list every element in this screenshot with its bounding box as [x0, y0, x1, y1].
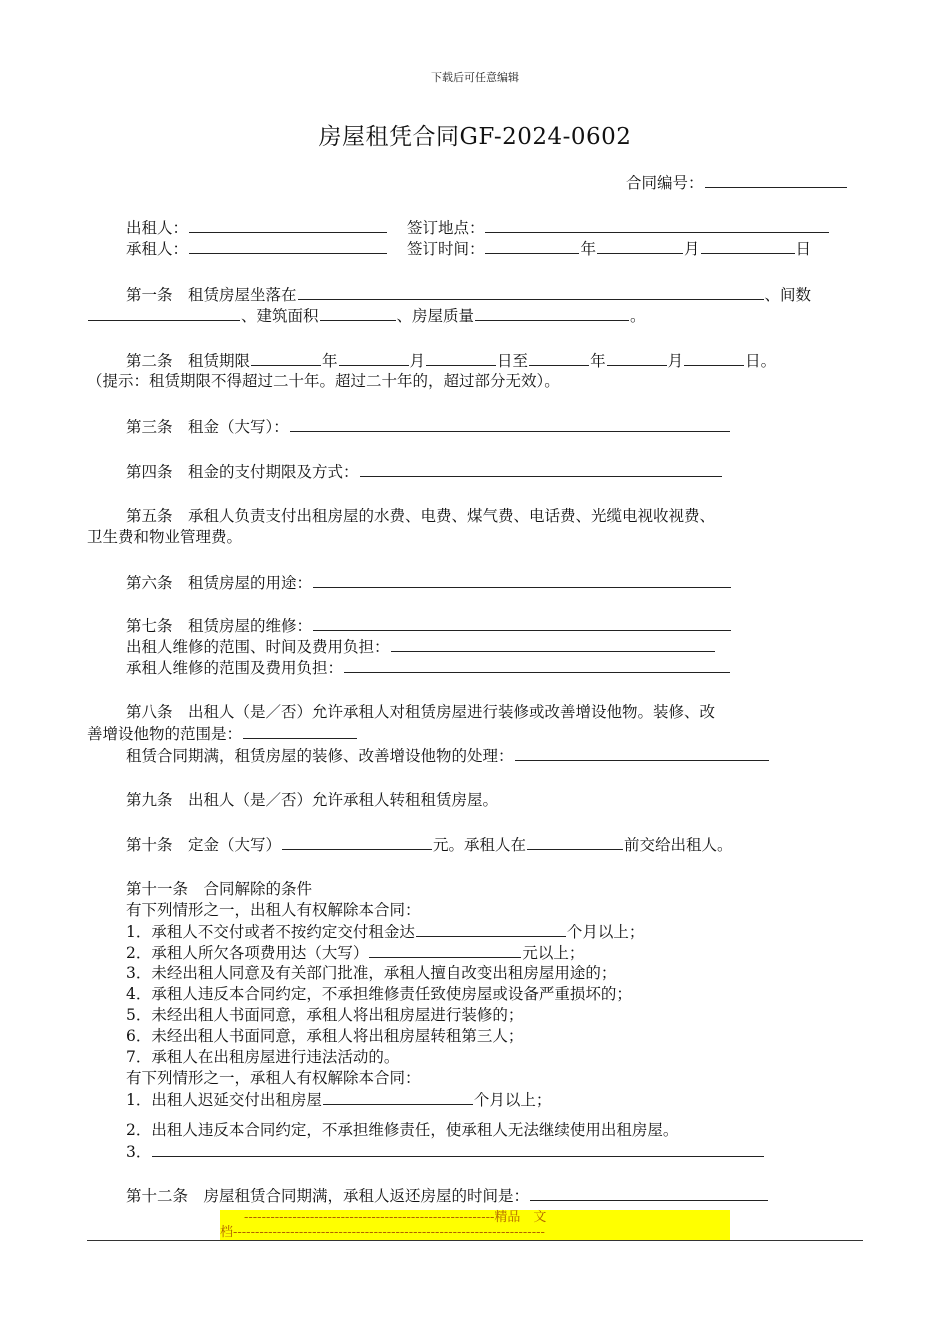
lessor-condition-1 [126, 921, 644, 943]
rent-blank[interactable] [290, 416, 730, 432]
delay-months-blank[interactable] [323, 1089, 473, 1105]
sign-place-label: 签订地点： [406, 219, 485, 237]
condition-2-tail: 元以上； [522, 944, 585, 962]
article-1-line-2 [87, 305, 646, 327]
article-7-line-2 [126, 636, 716, 658]
condition-1-tail: 个月以上； [566, 923, 645, 941]
article-12-text: 第十二条 房屋租赁合同期满，承租人返还房屋的时间是： [126, 1187, 530, 1205]
end-year-blank[interactable] [529, 350, 589, 366]
article-2-head: 第二条 租赁期限 [126, 352, 251, 370]
lessor-repair-label: 出租人维修的范围、时间及费用负担： [126, 638, 390, 656]
article-1-line-1 [126, 284, 811, 306]
header-note: 下载后可任意编辑 [431, 71, 519, 84]
lessor-condition-7: 7．承租人在出租房屋进行违法活动的。 [126, 1048, 400, 1066]
article-5-line-1: 第五条 承租人负责支付出租房屋的水费、电费、煤气费、电话费、光缆电视收视费、 [126, 507, 716, 525]
lessee-repair-blank[interactable] [344, 657, 730, 673]
rooms-blank[interactable] [88, 305, 240, 321]
deposit-tail: 前交给出租人。 [624, 836, 733, 854]
lessee-condition-3-text: 3． [126, 1143, 152, 1161]
payment-method-blank[interactable] [360, 461, 722, 477]
deposit-label: 第十条 定金（大写） [126, 836, 282, 854]
term-year-label: 年 [322, 352, 338, 370]
end-day-label: 日。 [745, 352, 777, 370]
quality-blank[interactable] [475, 305, 629, 321]
lessee-condition-2: 2．出租人违反本合同约定，不承担维修责任，使承租人无法继续使用出租房屋。 [126, 1121, 679, 1139]
lessor-repair-blank[interactable] [391, 636, 715, 652]
lessor-condition-6: 6．未经出租人书面同意，承租人将出租房屋转租第三人； [126, 1027, 524, 1045]
footer-line-2: 档----------------------------------------------------------------------- [220, 1225, 545, 1240]
article-8-line-3 [126, 745, 770, 767]
lessee-condition-1 [126, 1089, 551, 1111]
sign-day-blank[interactable] [701, 238, 795, 254]
deposit-date-blank[interactable] [527, 834, 623, 850]
rooms-label: 、间数 [764, 286, 812, 304]
lessor-label: 出租人： [126, 219, 189, 237]
article-2-line-1 [126, 350, 776, 372]
article-11-head: 第十一条 合同解除的条件 [126, 880, 313, 898]
quality-label: 、房屋质量 [396, 307, 475, 325]
year-label: 年 [580, 240, 596, 258]
end-month-blank[interactable] [607, 350, 667, 366]
condition-1-text: 1．承租人不交付或者不按约定交付租金达 [126, 923, 415, 941]
sign-place-blank[interactable] [485, 217, 829, 233]
article-1-end: 。 [630, 307, 646, 325]
contract-number-row [626, 172, 848, 194]
article-7-head: 第七条 租赁房屋的维修： [126, 617, 313, 635]
day-label: 日 [795, 240, 812, 258]
lessor-row [126, 217, 830, 239]
arrears-months-blank[interactable] [416, 921, 566, 937]
lessee-blank[interactable] [189, 238, 387, 254]
deposit-yuan-label: 元。承租人在 [433, 836, 527, 854]
sign-month-blank[interactable] [597, 238, 683, 254]
decoration-scope-blank[interactable] [243, 723, 357, 739]
lessee-label: 承租人： [126, 240, 189, 258]
lessee-row [126, 238, 811, 260]
location-blank[interactable] [298, 284, 764, 300]
sign-year-blank[interactable] [485, 238, 579, 254]
bottom-rule [87, 1240, 863, 1241]
sign-time-label: 签订时间： [406, 240, 485, 258]
footer-watermark [220, 1210, 730, 1240]
article-12 [126, 1185, 769, 1207]
article-8-line-1: 第八条 出租人（是／否）允许承租人对租赁房屋进行装修或改善增设他物。装修、改 [126, 703, 716, 721]
contract-number-blank[interactable] [705, 172, 847, 188]
decoration-scope-label: 善增设他物的范围是： [87, 725, 243, 743]
article-7-line-1 [126, 615, 732, 637]
repair-blank[interactable] [313, 615, 731, 631]
article-8-line-2 [87, 723, 358, 745]
lessor-blank[interactable] [189, 217, 387, 233]
lessee-condition-1-text: 1．出租人迟延交付出租房屋 [126, 1091, 322, 1109]
article-1-head: 第一条 租赁房屋坐落在 [126, 286, 297, 304]
area-label: 、建筑面积 [241, 307, 319, 325]
term-years-blank[interactable] [251, 350, 321, 366]
article-7-line-3 [126, 657, 731, 679]
lessee-repair-label: 承租人维修的范围及费用负担： [126, 659, 344, 677]
deposit-blank[interactable] [282, 834, 432, 850]
decoration-handling-label: 租赁合同期满，租赁房屋的装修、改善增设他物的处理： [126, 747, 514, 765]
article-2-tip: （提示：租赁期限不得超过二十年。超过二十年的，超过部分无效）。 [87, 372, 560, 390]
article-4-text: 第四条 租金的支付期限及方式： [126, 463, 359, 481]
article-3 [126, 416, 731, 438]
footer-line-1: ---------------------------------------------------------精品 文 [244, 1210, 547, 1225]
month-label: 月 [683, 240, 700, 258]
lessee-condition-3 [126, 1141, 765, 1163]
end-year-label: 年 [590, 352, 606, 370]
article-10 [126, 834, 733, 856]
document-title: 房屋租凭合同GF-2024-0602 [318, 124, 632, 150]
other-condition-blank[interactable] [152, 1141, 764, 1157]
lessor-condition-2 [126, 942, 584, 964]
condition-2-text: 2．承租人所欠各项费用达（大写） [126, 944, 369, 962]
lessor-rescind-intro: 有下列情形之一，出租人有权解除本合同： [126, 901, 421, 919]
lessor-condition-4: 4．承租人违反本合同约定，不承担维修责任致使房屋或设备严重损坏的； [126, 985, 632, 1003]
lessee-condition-1-tail: 个月以上； [473, 1091, 552, 1109]
start-day-blank[interactable] [426, 350, 496, 366]
article-6-text: 第六条 租赁房屋的用途： [126, 574, 313, 592]
return-time-blank[interactable] [530, 1185, 768, 1201]
lessor-condition-3: 3．未经出租人同意及有关部门批准，承租人擅自改变出租房屋用途的； [126, 964, 617, 982]
lessee-rescind-intro: 有下列情形之一，承租人有权解除本合同： [126, 1069, 421, 1087]
term-to-label: 日至 [497, 352, 529, 370]
article-3-text: 第三条 租金（大写）： [126, 418, 289, 436]
lessor-condition-5: 5．未经出租人书面同意，承租人将出租房屋进行装修的； [126, 1006, 524, 1024]
usage-blank[interactable] [313, 572, 731, 588]
contract-number-label: 合同编号： [626, 174, 704, 192]
term-month-label: 月 [409, 352, 426, 370]
arrears-amount-blank[interactable] [369, 942, 521, 958]
article-9: 第九条 出租人（是／否）允许承租人转租租赁房屋。 [126, 791, 499, 809]
article-5-line-2: 卫生费和物业管理费。 [87, 528, 243, 546]
end-month-label: 月 [667, 352, 684, 370]
start-month-blank[interactable] [339, 350, 409, 366]
article-4 [126, 461, 723, 483]
decoration-handling-blank[interactable] [515, 745, 769, 761]
article-6 [126, 572, 732, 594]
area-blank[interactable] [320, 305, 396, 321]
end-day-blank[interactable] [684, 350, 744, 366]
